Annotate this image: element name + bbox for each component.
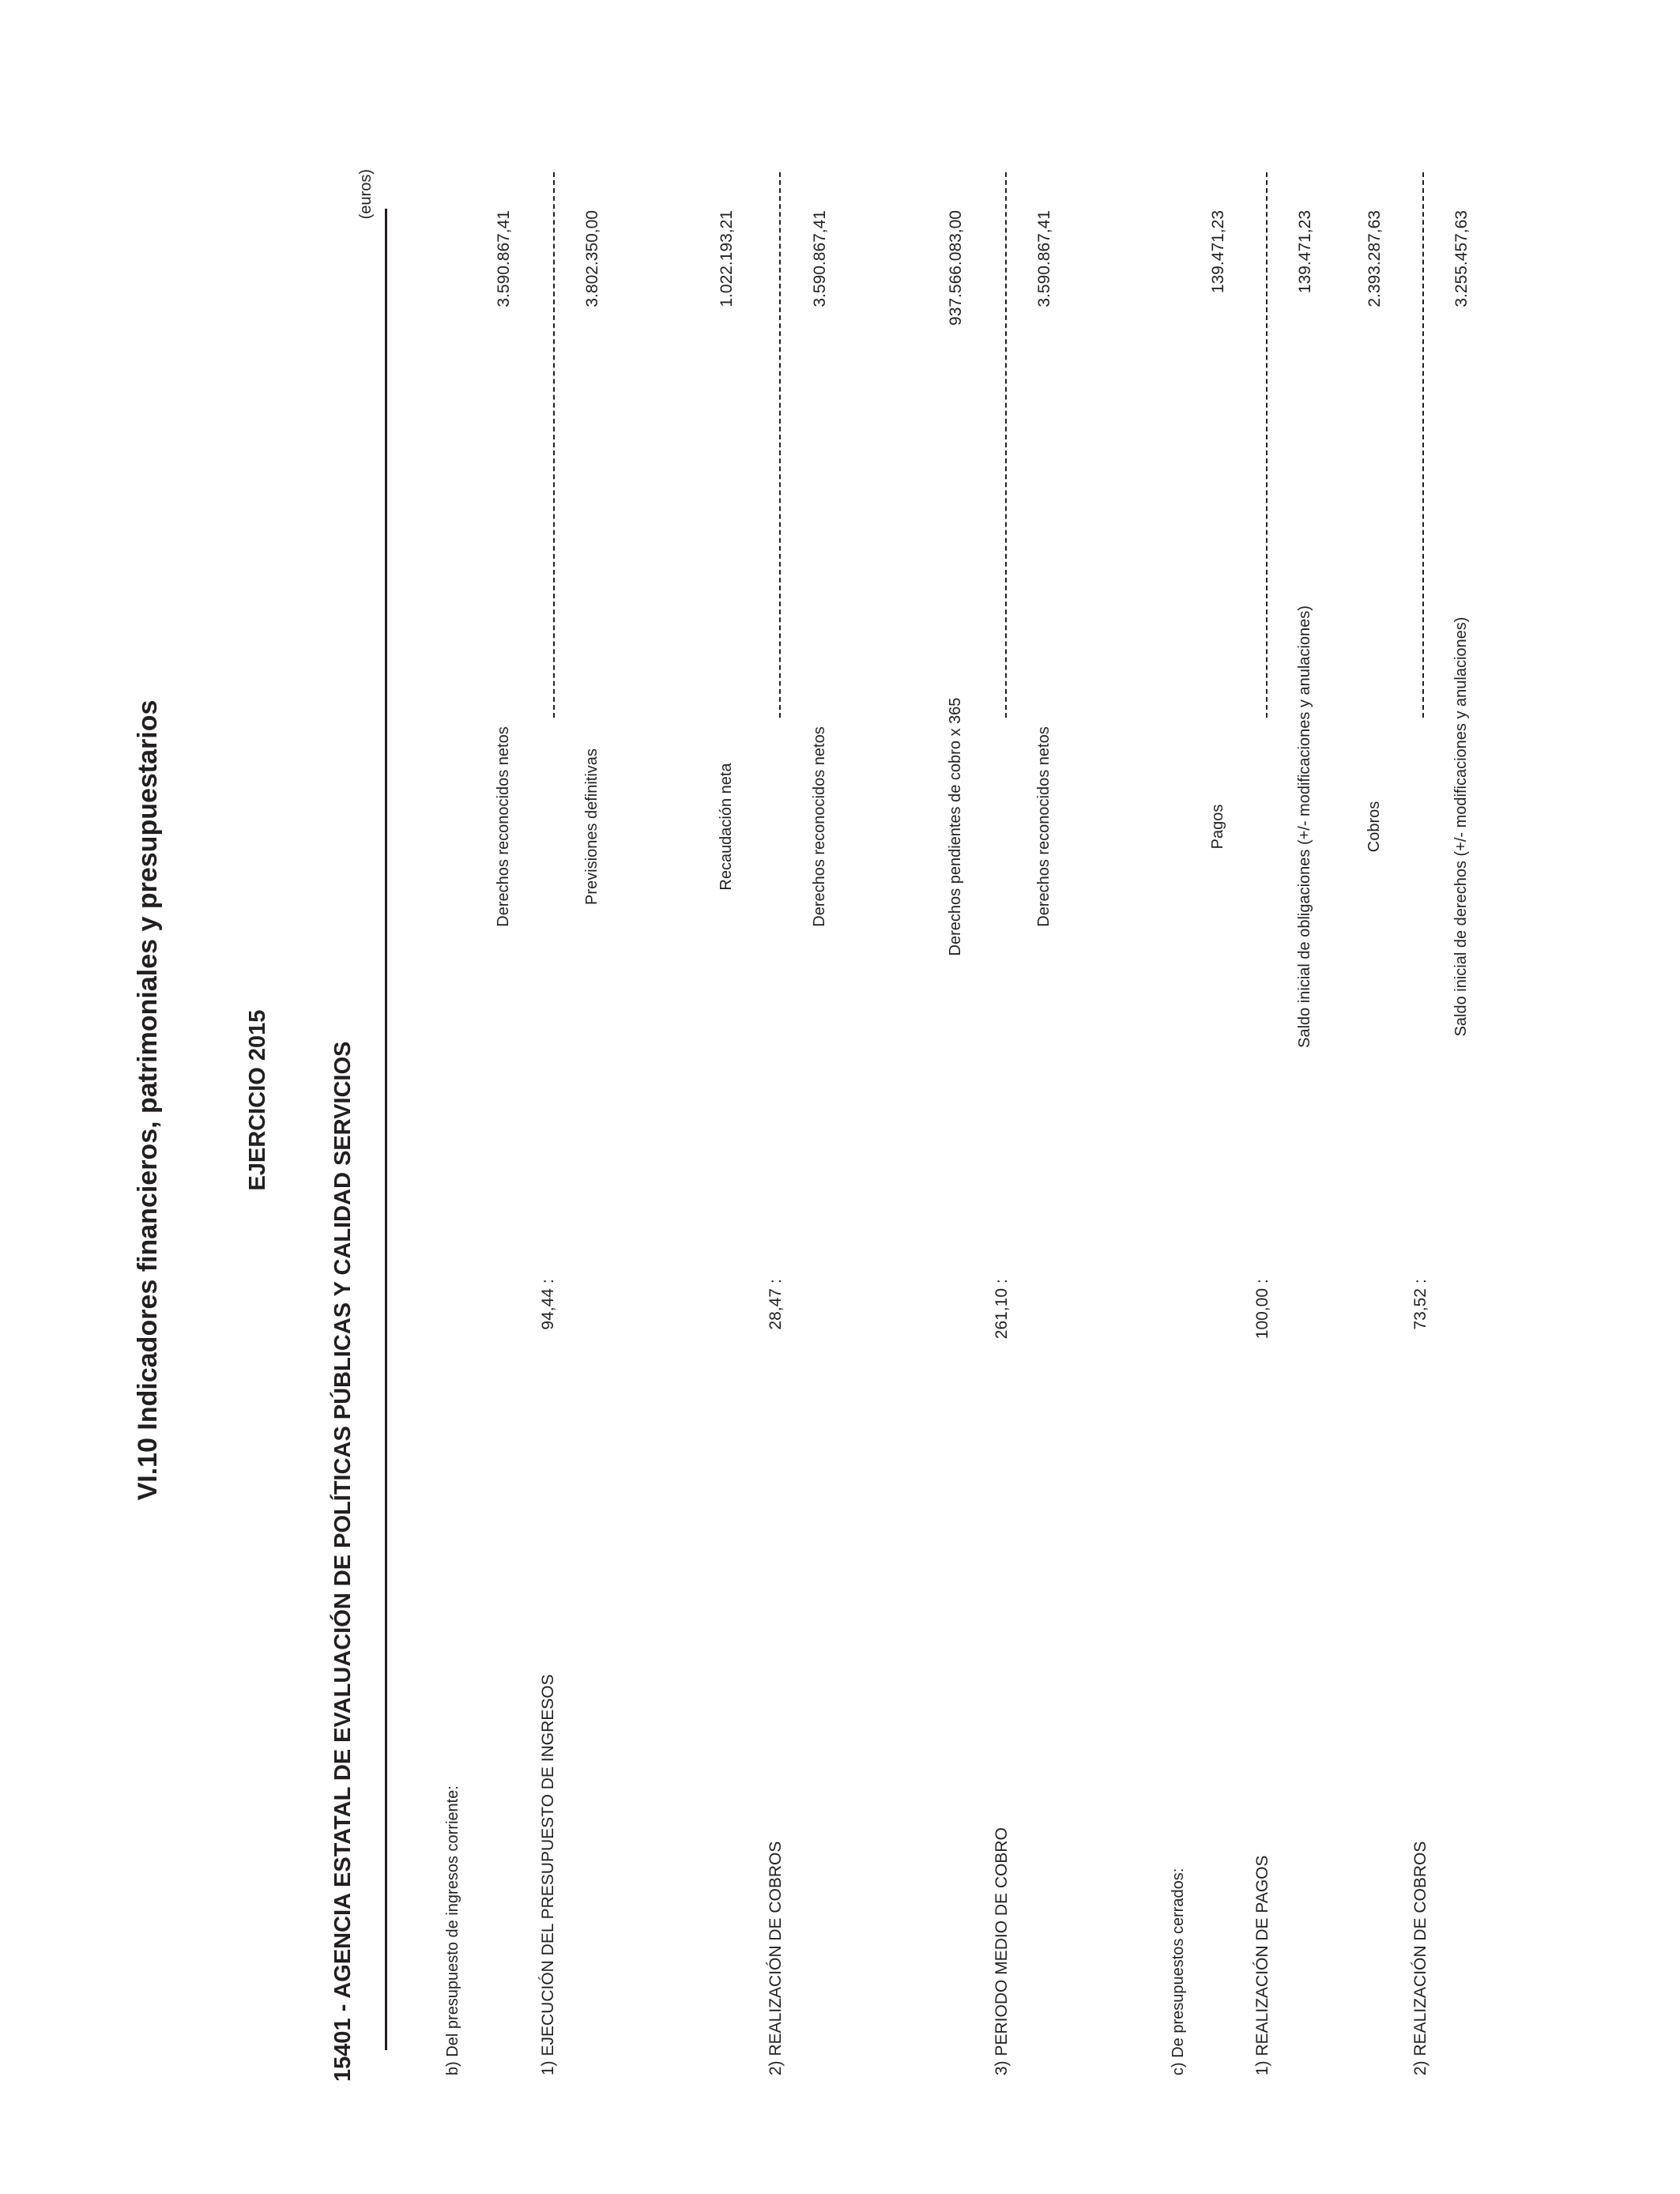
numerator-amount: 937.566.083,00 xyxy=(947,210,965,326)
indicator-colon: : xyxy=(767,1279,785,1284)
denominator-label: Saldo inicial de obligaciones (+/- modificaciones y anulaciones) xyxy=(1296,605,1313,1048)
indicator-colon: : xyxy=(993,1279,1011,1284)
numerator-amount: 3.590.867,41 xyxy=(495,210,513,307)
indicator-colon: : xyxy=(1411,1279,1430,1284)
indicator-value: 261,10 xyxy=(993,1288,1011,1340)
indicator-name: 1) EJECUCIÓN DEL PRESUPUESTO DE INGRESOS xyxy=(539,1674,557,2075)
denominator-amount: 3.590.867,41 xyxy=(811,210,829,307)
indicator-colon: : xyxy=(1253,1279,1271,1284)
denominator-label: Saldo inicial de derechos (+/- modificaciones y anulaciones) xyxy=(1452,616,1470,1037)
indicator-name: 3) PERIODO MEDIO DE COBRO xyxy=(993,1827,1011,2075)
fraction-line xyxy=(553,172,555,718)
fraction-line xyxy=(779,172,781,718)
numerator-label: Recaudación neta xyxy=(718,763,735,891)
indicator-name: 2) REALIZACIÓN DE COBROS xyxy=(767,1841,785,2075)
denominator-amount: 139.471,23 xyxy=(1296,210,1314,294)
denominator-amount: 3.590.867,41 xyxy=(1035,210,1053,307)
indicator-name: 2) REALIZACIÓN DE COBROS xyxy=(1411,1841,1430,2075)
denominator-amount: 3.802.350,00 xyxy=(583,210,601,307)
numerator-label: Cobros xyxy=(1365,801,1383,853)
indicator-value: 100,00 xyxy=(1253,1288,1271,1340)
indicator-colon: : xyxy=(539,1279,557,1284)
fraction-line xyxy=(1422,172,1424,718)
section-c-label: c) De presupuestos cerrados: xyxy=(1170,1868,1187,2075)
numerator-amount: 139.471,23 xyxy=(1209,210,1227,294)
indicator-name: 1) REALIZACIÓN DE PAGOS xyxy=(1253,1855,1271,2075)
denominator-label: Previsiones definitivas xyxy=(583,748,601,905)
denominator-label: Derechos reconocidos netos xyxy=(811,726,828,927)
indicator-value: 94,44 xyxy=(539,1288,557,1330)
indicator-value: 28,47 xyxy=(767,1288,785,1330)
denominator-amount: 3.255.457,63 xyxy=(1452,210,1471,307)
indicator-value: 73,52 xyxy=(1411,1288,1430,1330)
header-rule xyxy=(385,209,387,2050)
currency-unit-label: (euros) xyxy=(357,169,375,220)
report-title: VI.10 Indicadores financieros, patrimoniales y presupuestarios xyxy=(133,699,163,1501)
numerator-amount: 2.393.287,63 xyxy=(1365,210,1384,307)
numerator-label: Derechos pendientes de cobro x 365 xyxy=(947,697,964,956)
numerator-amount: 1.022.193,21 xyxy=(718,210,736,307)
numerator-label: Pagos xyxy=(1209,804,1226,850)
denominator-label: Derechos reconocidos netos xyxy=(1035,726,1053,927)
exercise-heading: EJERCICIO 2015 xyxy=(245,1009,270,1191)
section-b-label: b) Del presupuesto de ingresos corriente: xyxy=(444,1785,461,2075)
numerator-label: Derechos reconocidos netos xyxy=(495,726,512,927)
fraction-line xyxy=(1005,172,1007,718)
agency-heading: 15401 - AGENCIA ESTATAL DE EVALUACIÓN DE POLÍTICAS PÚBLICAS Y CALIDAD SERVICIOS xyxy=(330,1041,356,2082)
fraction-line xyxy=(1266,172,1268,718)
